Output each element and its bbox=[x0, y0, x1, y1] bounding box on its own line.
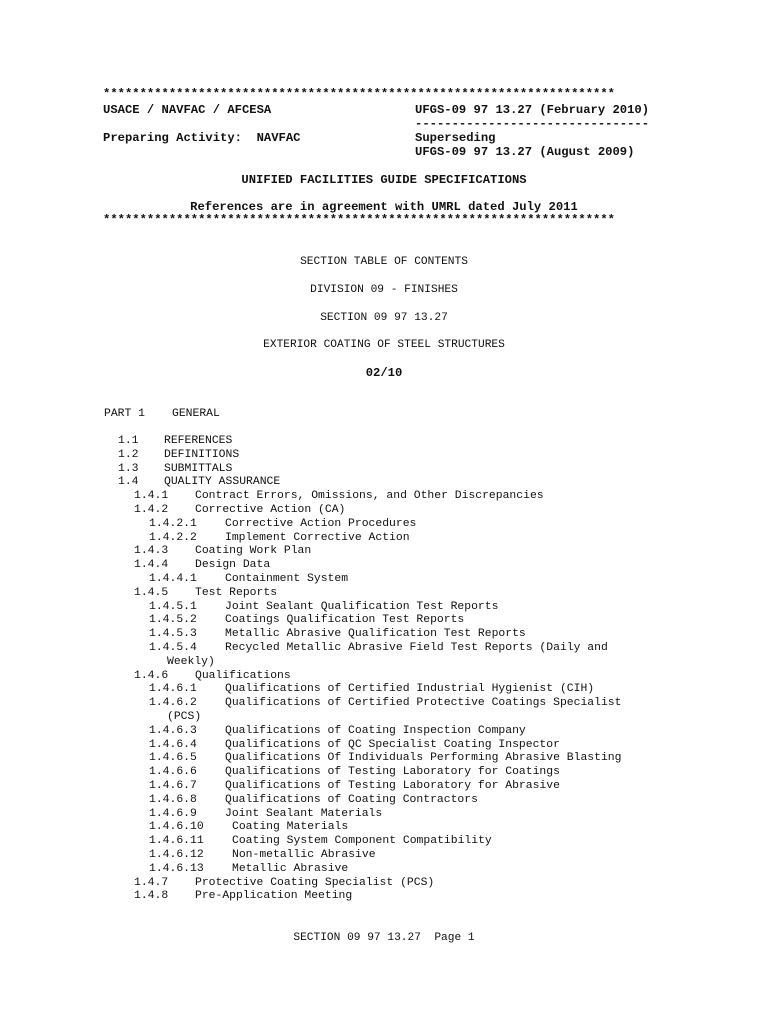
page-footer: SECTION 09 97 13.27 Page 1 bbox=[293, 932, 475, 944]
toc-entry-title: Qualifications of Testing Laboratory for Abrasive bbox=[225, 780, 560, 792]
toc-entry-number: 1.4.5.4 bbox=[149, 642, 197, 654]
toc-entry-number: 1.4.6 bbox=[134, 669, 169, 682]
toc-entry-number: 1.4.6.12 bbox=[149, 849, 204, 861]
header-superseding: Superseding bbox=[415, 131, 496, 145]
section-subject: EXTERIOR COATING OF STEEL STRUCTURES bbox=[263, 339, 505, 351]
toc-heading: SECTION TABLE OF CONTENTS bbox=[300, 256, 468, 268]
toc-entry-title: Non-metallic Abrasive bbox=[232, 849, 376, 861]
toc-entry-title: DEFINITIONS bbox=[164, 448, 240, 461]
toc-entry-title: Qualifications of Certified Protective Coatings Specialist bbox=[225, 697, 622, 710]
part-number: PART 1 bbox=[104, 408, 146, 420]
toc-entry-number: 1.4.5.2 bbox=[149, 614, 197, 627]
toc-entry-number: 1.4.2.1 bbox=[149, 517, 197, 530]
toc-entry-number: 1.4 bbox=[118, 476, 139, 489]
toc-entry-title: Protective Coating Specialist (PCS) bbox=[195, 876, 435, 889]
toc-entry-title: Pre-Application Meeting bbox=[195, 890, 353, 903]
references-note: References are in agreement with UMRL dated July 2011 bbox=[190, 200, 578, 214]
header-preparing-activity: Preparing Activity: NAVFAC bbox=[103, 131, 301, 145]
toc-entry-number: 1.4.2.2 bbox=[149, 531, 197, 544]
toc-entry-number: 1.4.5 bbox=[134, 586, 169, 599]
section-date: 02/10 bbox=[365, 366, 403, 380]
toc-entry-number: 1.4.6.4 bbox=[149, 738, 197, 751]
toc-entry-continuation: Weekly) bbox=[167, 655, 215, 668]
toc-entry-number: 1.4.7 bbox=[134, 876, 169, 889]
toc-entry-number: 1.4.5.1 bbox=[149, 600, 197, 613]
toc-entry-title: Coating Work Plan bbox=[195, 545, 312, 558]
toc-entry-title: Qualifications of Certified Industrial Hygienist (CIH) bbox=[225, 683, 595, 696]
toc-entry-number: 1.4.6.3 bbox=[149, 724, 197, 737]
toc-entry-title: Qualifications of Testing Laboratory for Coatings bbox=[225, 766, 560, 779]
toc-entry-title: Implement Corrective Action bbox=[225, 531, 410, 544]
toc-entry-number: 1.1 bbox=[118, 435, 139, 447]
toc-entry-title: Coatings Qualification Test Reports bbox=[225, 614, 465, 627]
toc-entry-number: 1.4.6.7 bbox=[149, 780, 197, 792]
toc-entry-title: Joint Sealant Qualification Test Reports bbox=[225, 600, 499, 613]
toc-entry-title: Qualifications bbox=[195, 669, 291, 682]
header-dashes: -------------------------------- bbox=[415, 117, 650, 131]
toc-entry-continuation: (PCS) bbox=[167, 711, 202, 723]
toc-entry-title: Corrective Action (CA) bbox=[195, 504, 346, 516]
toc-entry-title: REFERENCES bbox=[164, 435, 233, 447]
part-title: GENERAL bbox=[172, 408, 220, 420]
toc-entry-title: Coating Materials bbox=[232, 821, 349, 834]
toc-entry-number: 1.4.6.13 bbox=[149, 862, 204, 875]
header-stars-bottom: ********************************************************************** bbox=[103, 213, 615, 227]
toc-entry-number: 1.4.6.9 bbox=[149, 807, 197, 820]
toc-entry-title: Corrective Action Procedures bbox=[225, 517, 417, 530]
toc-entry-title: Qualifications of QC Specialist Coating Inspector bbox=[225, 738, 560, 751]
header-spec: UFGS-09 97 13.27 (February 2010) bbox=[415, 103, 650, 117]
toc-entry-number: 1.3 bbox=[118, 462, 139, 475]
toc-entry-number: 1.4.2 bbox=[134, 504, 169, 516]
toc-entry-number: 1.4.6.1 bbox=[149, 683, 197, 696]
toc-entry-number: 1.4.1 bbox=[134, 490, 169, 503]
toc-entry-number: 1.4.4 bbox=[134, 559, 169, 572]
toc-entry-title: QUALITY ASSURANCE bbox=[164, 476, 281, 489]
toc-entry-number: 1.4.3 bbox=[134, 545, 169, 558]
toc-entry-title: Qualifications of Coating Inspection Company bbox=[225, 724, 526, 737]
toc-entry-number: 1.4.5.3 bbox=[149, 628, 197, 641]
toc-entry-number: 1.4.6.2 bbox=[149, 697, 197, 710]
toc-entry-number: 1.4.6.5 bbox=[149, 752, 197, 765]
header-stars-top: ********************************************************************** bbox=[103, 87, 615, 101]
toc-entry-title: Coating System Component Compatibility bbox=[232, 835, 492, 848]
toc-entry-title: Qualifications Of Individuals Performing Abrasive Blasting bbox=[225, 752, 622, 765]
section-heading: SECTION 09 97 13.27 bbox=[320, 312, 448, 324]
toc-entry-number: 1.2 bbox=[118, 448, 139, 461]
division-heading: DIVISION 09 - FINISHES bbox=[310, 284, 458, 296]
toc-entry-title: Recycled Metallic Abrasive Field Test Reports (Daily and bbox=[225, 642, 608, 654]
toc-entry-title: Design Data bbox=[195, 559, 271, 572]
toc-entry-number: 1.4.6.11 bbox=[149, 835, 204, 848]
guide-title: UNIFIED FACILITIES GUIDE SPECIFICATIONS bbox=[241, 173, 527, 187]
toc-entry-title: Containment System bbox=[225, 573, 349, 585]
header-superseded-spec: UFGS-09 97 13.27 (August 2009) bbox=[415, 145, 635, 159]
toc-entry-number: 1.4.6.8 bbox=[149, 793, 197, 806]
toc-entry-title: Metallic Abrasive bbox=[232, 862, 349, 875]
toc-entry-number: 1.4.8 bbox=[134, 890, 169, 903]
toc-entry-title: Joint Sealant Materials bbox=[225, 807, 383, 820]
toc-entry-title: Contract Errors, Omissions, and Other Discrepancies bbox=[195, 490, 544, 503]
toc-entry-number: 1.4.6.6 bbox=[149, 766, 197, 779]
toc-entry-number: 1.4.4.1 bbox=[149, 573, 197, 585]
toc-entry-title: SUBMITTALS bbox=[164, 462, 233, 475]
toc-entry-number: 1.4.6.10 bbox=[149, 821, 204, 834]
header-org: USACE / NAVFAC / AFCESA bbox=[103, 103, 272, 117]
toc-entry-title: Test Reports bbox=[195, 586, 278, 599]
toc-entry-title: Metallic Abrasive Qualification Test Reports bbox=[225, 628, 526, 641]
toc-entry-title: Qualifications of Coating Contractors bbox=[225, 793, 478, 806]
